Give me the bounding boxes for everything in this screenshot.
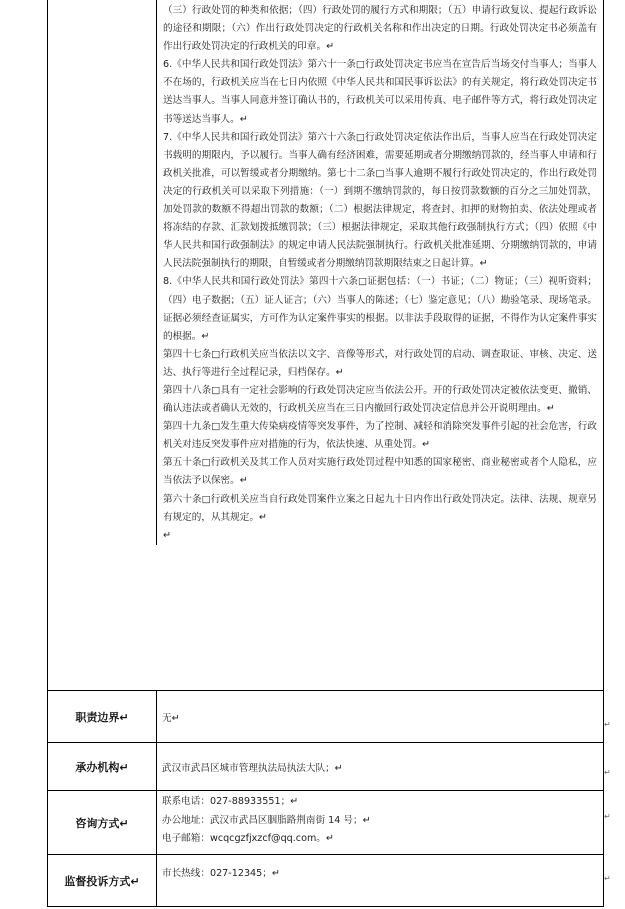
paragraph-article-50: 第五十条□行政机关及其工作人员对实施行政处罚过程中知悉的国家秘密、商业秘密或者个人隐私，应当依法予以保密。↵ [163, 457, 597, 487]
row-end-mark-4: ↵ [604, 874, 611, 883]
agency-cell [157, 743, 603, 790]
consult-label: 咨询方式↵ [48, 791, 157, 854]
legal-basis-text [156, 0, 603, 545]
legal-basis-row [48, 0, 603, 690]
info-table [47, 0, 604, 907]
legal-basis-label-cell [48, 0, 156, 690]
consult-cell [157, 791, 603, 854]
paragraph-article-47: 第四十七条□行政机关应当依法以文字、音像等形式，对行政处罚的启动、调查取证、审核、决定、送达、执行等进行全过程记录，归档保存。↵ [163, 348, 597, 378]
duty-boundary-label: 职责边界↵ [48, 691, 157, 742]
paragraph-penalty-content: （三）行政处罚的种类和依据；（四）行政处罚的履行方式和期限；（五）申请行政复议、提起行政诉讼的途径和期限；（六）作出行政处罚决定的行政机关名称和作出决定的日期。行政处罚决定书必须盖有作出行政处罚决定的行政机关的印章。↵ [163, 5, 597, 53]
row-end-mark-2: ↵ [604, 768, 611, 777]
consult-row [48, 790, 603, 854]
duty-boundary-row [48, 690, 603, 742]
agency-label: 承办机构↵ [48, 743, 157, 790]
complaint-row [48, 854, 603, 906]
consult-phone: 联系电话：027-88933551；↵ [162, 796, 299, 807]
agency-value: 武汉市武昌区城市管理执法局执法大队；↵ [162, 762, 343, 774]
agency-row [48, 742, 603, 790]
consult-email: 电子邮箱：wcqcgzfjxzcf@qq.com。↵ [162, 833, 334, 845]
paragraph-article-49: 第四十九条□发生重大传染病疫情等突发事件，为了控制、减轻和消除突发事件引起的社会危害，行政机关对违反突发事件应对措施的行为，依法快速、从重处罚。↵ [163, 421, 597, 451]
paragraph-article-7: 7.《中华人民共和国行政处罚法》第六十六条□行政处罚决定依法作出后，当事人应当在行政处罚决定书载明的期限内，予以履行。当事人确有经济困难，需要延期或者分期缴纳罚款的，经当事人申请和行政机关批准，可以暂缓或者分期缴纳。第七十二条□当事人逾期不履行行政处罚决定的，作出行政处罚决定的行政机关可以采取下列措施：（一）到期不缴纳罚款的，每日按罚款数额的百分之三加处罚款，加处罚款的数额不得超出罚款的数额；（二）根据法律规定，将查封、扣押的财物拍卖、依法处理或者将冻结的存款、汇款划拨抵缴罚款；（三）根据法律规定，采取其他行政强制执行方式；（四）依照《中华人民共和国行政强制法》的规定申请人民法院强制执行。行政机关批准延期、分期缴纳罚款的，申请人民法院强制执行的期限，自暂缓或者分期缴纳罚款期限结束之日起计算。↵ [163, 131, 597, 270]
complaint-cell [157, 855, 603, 906]
paragraph-article-6: 6.《中华人民共和国行政处罚法》第六十一条□行政处罚决定书应当在宣告后当场交付当事人；当事人不在场的，行政机关应当在七日内依照《中华人民共和国民事诉讼法》的有关规定，将行政处罚决定书送达当事人。当事人同意并签订确认书的，行政机关可以采用传真、电子邮件等方式，将行政处罚决定书等送达当事人。↵ [163, 59, 597, 125]
complaint-label: 监督投诉方式↵ [48, 855, 157, 906]
duty-boundary-value: 无↵ [162, 712, 180, 724]
paragraph-article-48: 第四十八条□具有一定社会影响的行政处罚决定应当依法公开。开的行政处罚决定被依法变更、撤销、确认违法或者确认无效的，行政机关应当在三日内撤回行政处罚决定信息并公开说明理由。↵ [163, 384, 597, 415]
complaint-value: 市长热线：027-12345；↵ [162, 868, 280, 879]
paragraph-end-mark: ↵ [163, 529, 172, 541]
row-end-mark-3: ↵ [604, 812, 611, 821]
consult-address: 办公地址：武汉市武昌区胭脂路荆南街 14 号；↵ [162, 814, 371, 826]
duty-boundary-cell [157, 691, 603, 742]
paragraph-article-8: 8.《中华人民共和国行政处罚法》第四十六条□证据包括：（一）书证；（二）物证；（三）视听资料；（四）电子数据；（五）证人证言；（六）当事人的陈述；（七）鉴定意见；（八）勘验笔录、现场笔录。证据必须经查证属实，方可作为认定案件事实的根据。以非法手段取得的证据，不得作为认定案件事实的根据。↵ [163, 276, 597, 342]
paragraph-article-60: 第六十条□行政机关应当自行政处罚案件立案之日起九十日内作出行政处罚决定。法律、法规、规章另有规定的，从其规定。↵ [163, 493, 597, 523]
row-end-mark-1: ↵ [604, 720, 611, 729]
